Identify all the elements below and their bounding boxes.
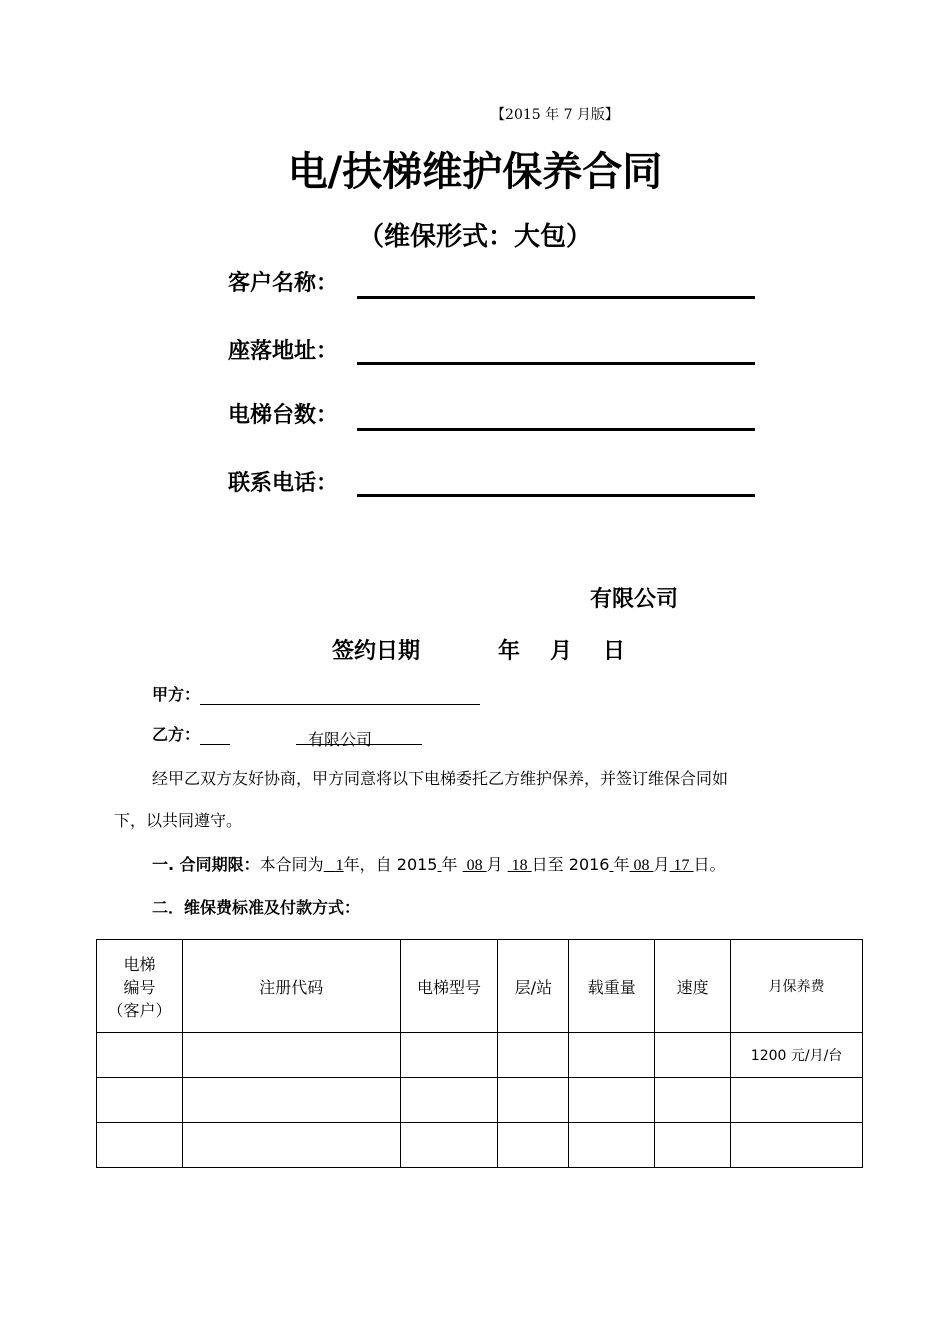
customer-name-label: 客户名称： bbox=[228, 271, 339, 296]
term-years: 1 bbox=[335, 857, 344, 874]
term-start-day: 18 bbox=[511, 857, 528, 874]
party-a-field[interactable] bbox=[200, 686, 480, 705]
sign-date-day: 日 bbox=[603, 639, 626, 664]
customer-name-field[interactable] bbox=[357, 296, 755, 299]
sign-date-year: 年 bbox=[498, 639, 521, 664]
term-end-year: 2016 bbox=[568, 855, 610, 874]
elevator-count-label: 电梯台数： bbox=[228, 403, 339, 428]
fee-table bbox=[96, 939, 863, 1168]
phone-label: 联系电话： bbox=[228, 471, 339, 496]
header-monthly-fee: 月保养费 bbox=[731, 940, 863, 1033]
header-floors: 层/站 bbox=[498, 940, 569, 1033]
sign-date-month: 月 bbox=[550, 639, 573, 664]
contract-subtitle: （维保形式：大包） bbox=[357, 222, 592, 252]
term-end-month: 08 bbox=[633, 857, 650, 874]
address-label: 座落地址： bbox=[228, 339, 339, 364]
elevator-count-field[interactable] bbox=[357, 428, 755, 431]
contract-title: 电/扶梯维护保养合同 bbox=[287, 149, 663, 195]
sign-date-label: 签约日期 bbox=[332, 639, 421, 664]
term-start-month: 08 bbox=[466, 857, 483, 874]
party-b bbox=[152, 722, 422, 749]
header-model: 电梯型号 bbox=[400, 940, 498, 1033]
header-reg-code: 注册代码 bbox=[182, 940, 400, 1033]
party-b-company: 有限公司 bbox=[296, 727, 422, 745]
party-b-blank[interactable] bbox=[200, 726, 230, 745]
intro-line-1: 经甲乙双方友好协商，甲方同意将以下电梯委托乙方维护保养，并签订维保合同如 bbox=[152, 769, 729, 788]
party-b-label: 乙方： bbox=[152, 725, 201, 744]
section-2-heading: 二．维保费标准及付款方式： bbox=[152, 898, 361, 917]
table-row bbox=[97, 1078, 863, 1123]
table-row bbox=[97, 1123, 863, 1168]
company-name: 有限公司 bbox=[590, 587, 679, 612]
header-speed: 速度 bbox=[655, 940, 731, 1033]
header-load: 载重量 bbox=[569, 940, 655, 1033]
header-elevator-no: 电梯 编号 （客户） bbox=[97, 940, 183, 1033]
table-row bbox=[97, 1033, 863, 1078]
table-header-row bbox=[97, 940, 863, 1033]
party-a-label: 甲方： bbox=[152, 685, 201, 704]
contract-term: 一. 合同期限：本合同为 1年，自 2015 年 08 月 18 日至 2016 年 08 月 17 日。 bbox=[152, 855, 726, 874]
address-field[interactable] bbox=[357, 362, 755, 365]
party-a bbox=[152, 682, 480, 705]
term-end-day: 17 bbox=[673, 857, 690, 874]
term-heading: 一. 合同期限： bbox=[152, 855, 260, 874]
intro-line-2: 下，以共同遵守。 bbox=[114, 811, 243, 830]
edition-label: 【2015 年 7 月版】 bbox=[491, 107, 619, 123]
monthly-fee-value: 1200 元/月/台 bbox=[731, 1033, 863, 1078]
phone-field[interactable] bbox=[357, 494, 755, 497]
term-start-year: 2015 bbox=[396, 855, 438, 874]
